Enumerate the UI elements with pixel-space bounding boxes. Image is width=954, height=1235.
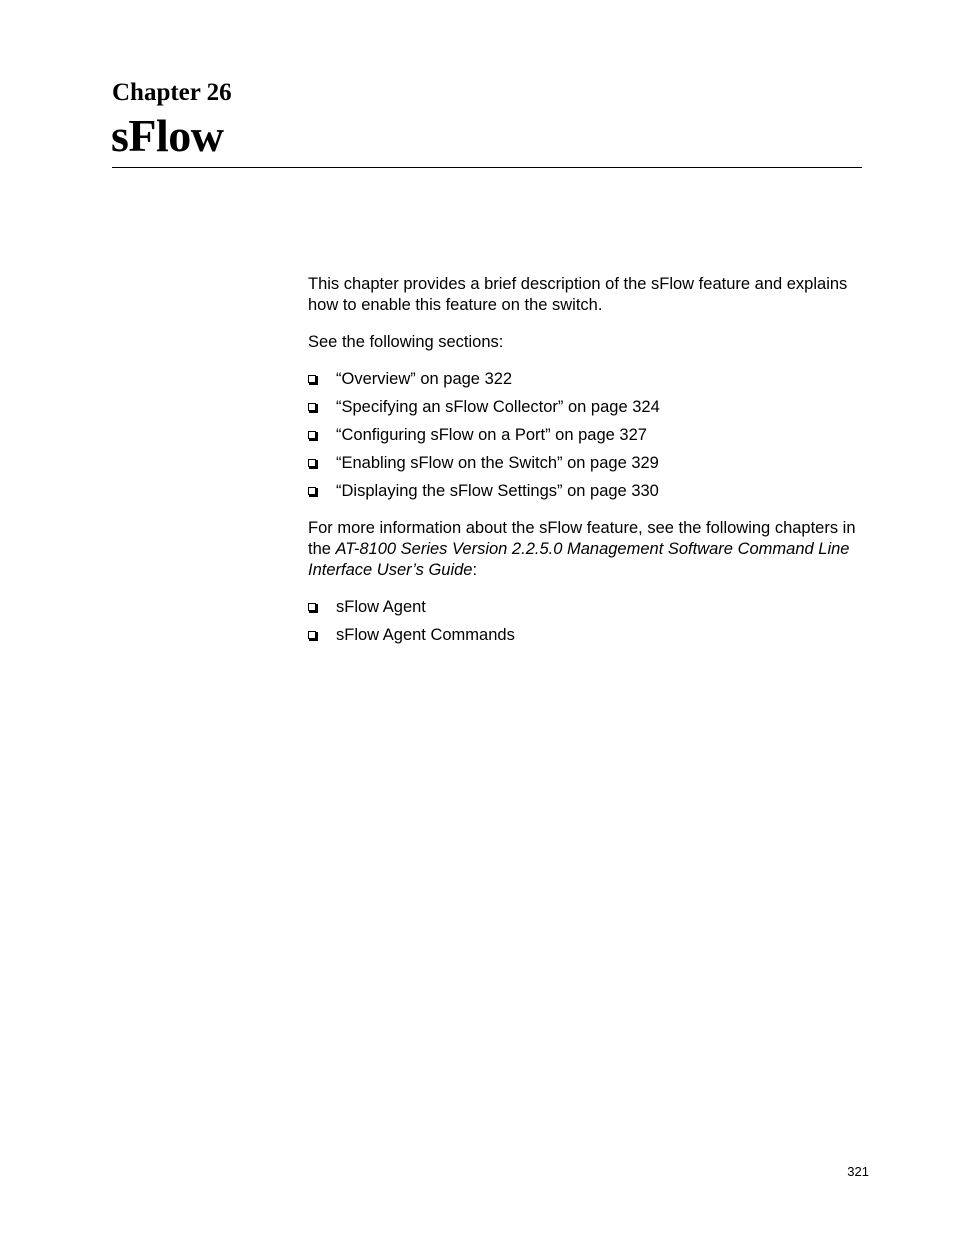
checkbox-bullet-icon xyxy=(308,403,316,411)
more-info-trail: : xyxy=(472,561,478,579)
checkbox-bullet-icon xyxy=(308,487,316,495)
chapter-body xyxy=(308,274,873,662)
chapter-reference[interactable]: sFlow Agent xyxy=(336,598,426,616)
section-link[interactable]: “Overview” on page 322 xyxy=(336,370,513,388)
list-item[interactable] xyxy=(308,625,873,646)
list-item[interactable] xyxy=(308,597,873,618)
title-divider xyxy=(112,167,862,168)
section-list xyxy=(308,369,873,502)
intro-paragraph: This chapter provides a brief description of the sFlow feature and explains how to enable this feature on the switch. xyxy=(308,275,848,314)
list-item[interactable] xyxy=(308,397,873,418)
list-item[interactable] xyxy=(308,369,873,390)
checkbox-bullet-icon xyxy=(308,631,316,639)
more-info-paragraph xyxy=(308,518,873,581)
chapter-list xyxy=(308,597,873,646)
chapter-label: Chapter 26 xyxy=(112,79,232,106)
chapter-title: sFlow xyxy=(111,110,224,161)
list-item[interactable] xyxy=(308,425,873,446)
checkbox-bullet-icon xyxy=(308,375,316,383)
checkbox-bullet-icon xyxy=(308,603,316,611)
list-item[interactable] xyxy=(308,481,873,502)
checkbox-bullet-icon xyxy=(308,431,316,439)
section-link[interactable]: “Displaying the sFlow Settings” on page 330 xyxy=(336,482,659,500)
more-info-lead: For more information about the sFlow feature, see the following chapters in the xyxy=(308,519,856,558)
list-item[interactable] xyxy=(308,453,873,474)
guide-title: AT-8100 Series Version 2.2.5.0 Management Software Command Line Interface User’s Guide xyxy=(308,540,850,579)
sections-lead: See the following sections: xyxy=(308,333,504,351)
section-link[interactable]: “Enabling sFlow on the Switch” on page 329 xyxy=(336,454,659,472)
page-number: 321 xyxy=(847,1164,869,1179)
section-link[interactable]: “Specifying an sFlow Collector” on page 324 xyxy=(336,398,660,416)
checkbox-bullet-icon xyxy=(308,459,316,467)
section-link[interactable]: “Configuring sFlow on a Port” on page 327 xyxy=(336,426,647,444)
chapter-reference[interactable]: sFlow Agent Commands xyxy=(336,626,515,644)
